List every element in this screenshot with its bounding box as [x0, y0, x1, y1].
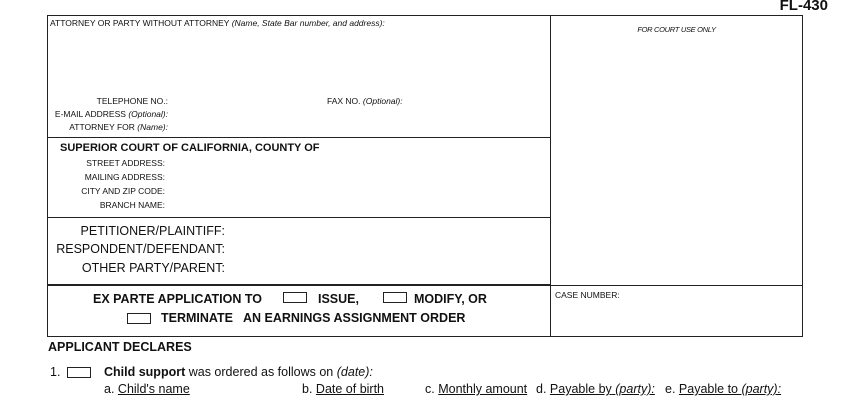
fax-label: FAX NO. (Optional):: [327, 96, 403, 106]
court-title: SUPERIOR COURT OF CALIFORNIA, COUNTY OF: [60, 142, 320, 154]
terminate-checkbox[interactable]: [127, 313, 151, 324]
mailing-address-label: MAILING ADDRESS:: [84, 172, 165, 182]
attorney-header: ATTORNEY OR PARTY WITHOUT ATTORNEY (Name, State Bar number, and address):: [50, 18, 385, 28]
modify-checkbox[interactable]: [383, 292, 407, 303]
branch-name-label: BRANCH NAME:: [99, 200, 165, 210]
court-use-box: [550, 15, 803, 286]
respondent-label: RESPONDENT/DEFENDANT:: [56, 242, 225, 256]
modify-label: MODIFY, OR: [414, 292, 487, 306]
applicant-declares-heading: APPLICANT DECLARES: [48, 340, 192, 354]
issue-checkbox[interactable]: [283, 292, 307, 303]
title-part1: EX PARTE APPLICATION TO: [93, 292, 262, 306]
city-zip-label: CITY AND ZIP CODE:: [81, 186, 165, 196]
attorney-box: [47, 15, 551, 138]
street-address-label: STREET ADDRESS:: [86, 158, 165, 168]
form-id: FL-430: [779, 0, 828, 14]
issue-label: ISSUE,: [318, 292, 359, 306]
email-label: E-MAIL ADDRESS (Optional):: [54, 109, 168, 119]
case-number-label: CASE NUMBER:: [555, 290, 620, 300]
column-e-header: e. Payable to (party):: [665, 382, 782, 396]
column-a-header: a. Child's name: [104, 382, 190, 396]
column-b-header: b. Date of birth: [302, 382, 385, 396]
attorney-for-label: ATTORNEY FOR (Name):: [69, 122, 168, 132]
item1-number: 1.: [50, 365, 61, 379]
child-support-checkbox[interactable]: [67, 367, 91, 378]
item1-text: Child support was ordered as follows on (date):: [104, 365, 373, 379]
court-use-label: FOR COURT USE ONLY: [637, 25, 716, 34]
other-party-label: OTHER PARTY/PARENT:: [81, 261, 225, 275]
petitioner-label: PETITIONER/PLAINTIFF:: [80, 224, 225, 238]
telephone-label: TELEPHONE NO.:: [96, 96, 168, 106]
column-c-header: c. Monthly amount: [425, 382, 528, 396]
column-d-header: d. Payable by (party):: [536, 382, 655, 396]
title-terminate: TERMINATE AN EARNINGS ASSIGNMENT ORDER: [161, 311, 466, 325]
